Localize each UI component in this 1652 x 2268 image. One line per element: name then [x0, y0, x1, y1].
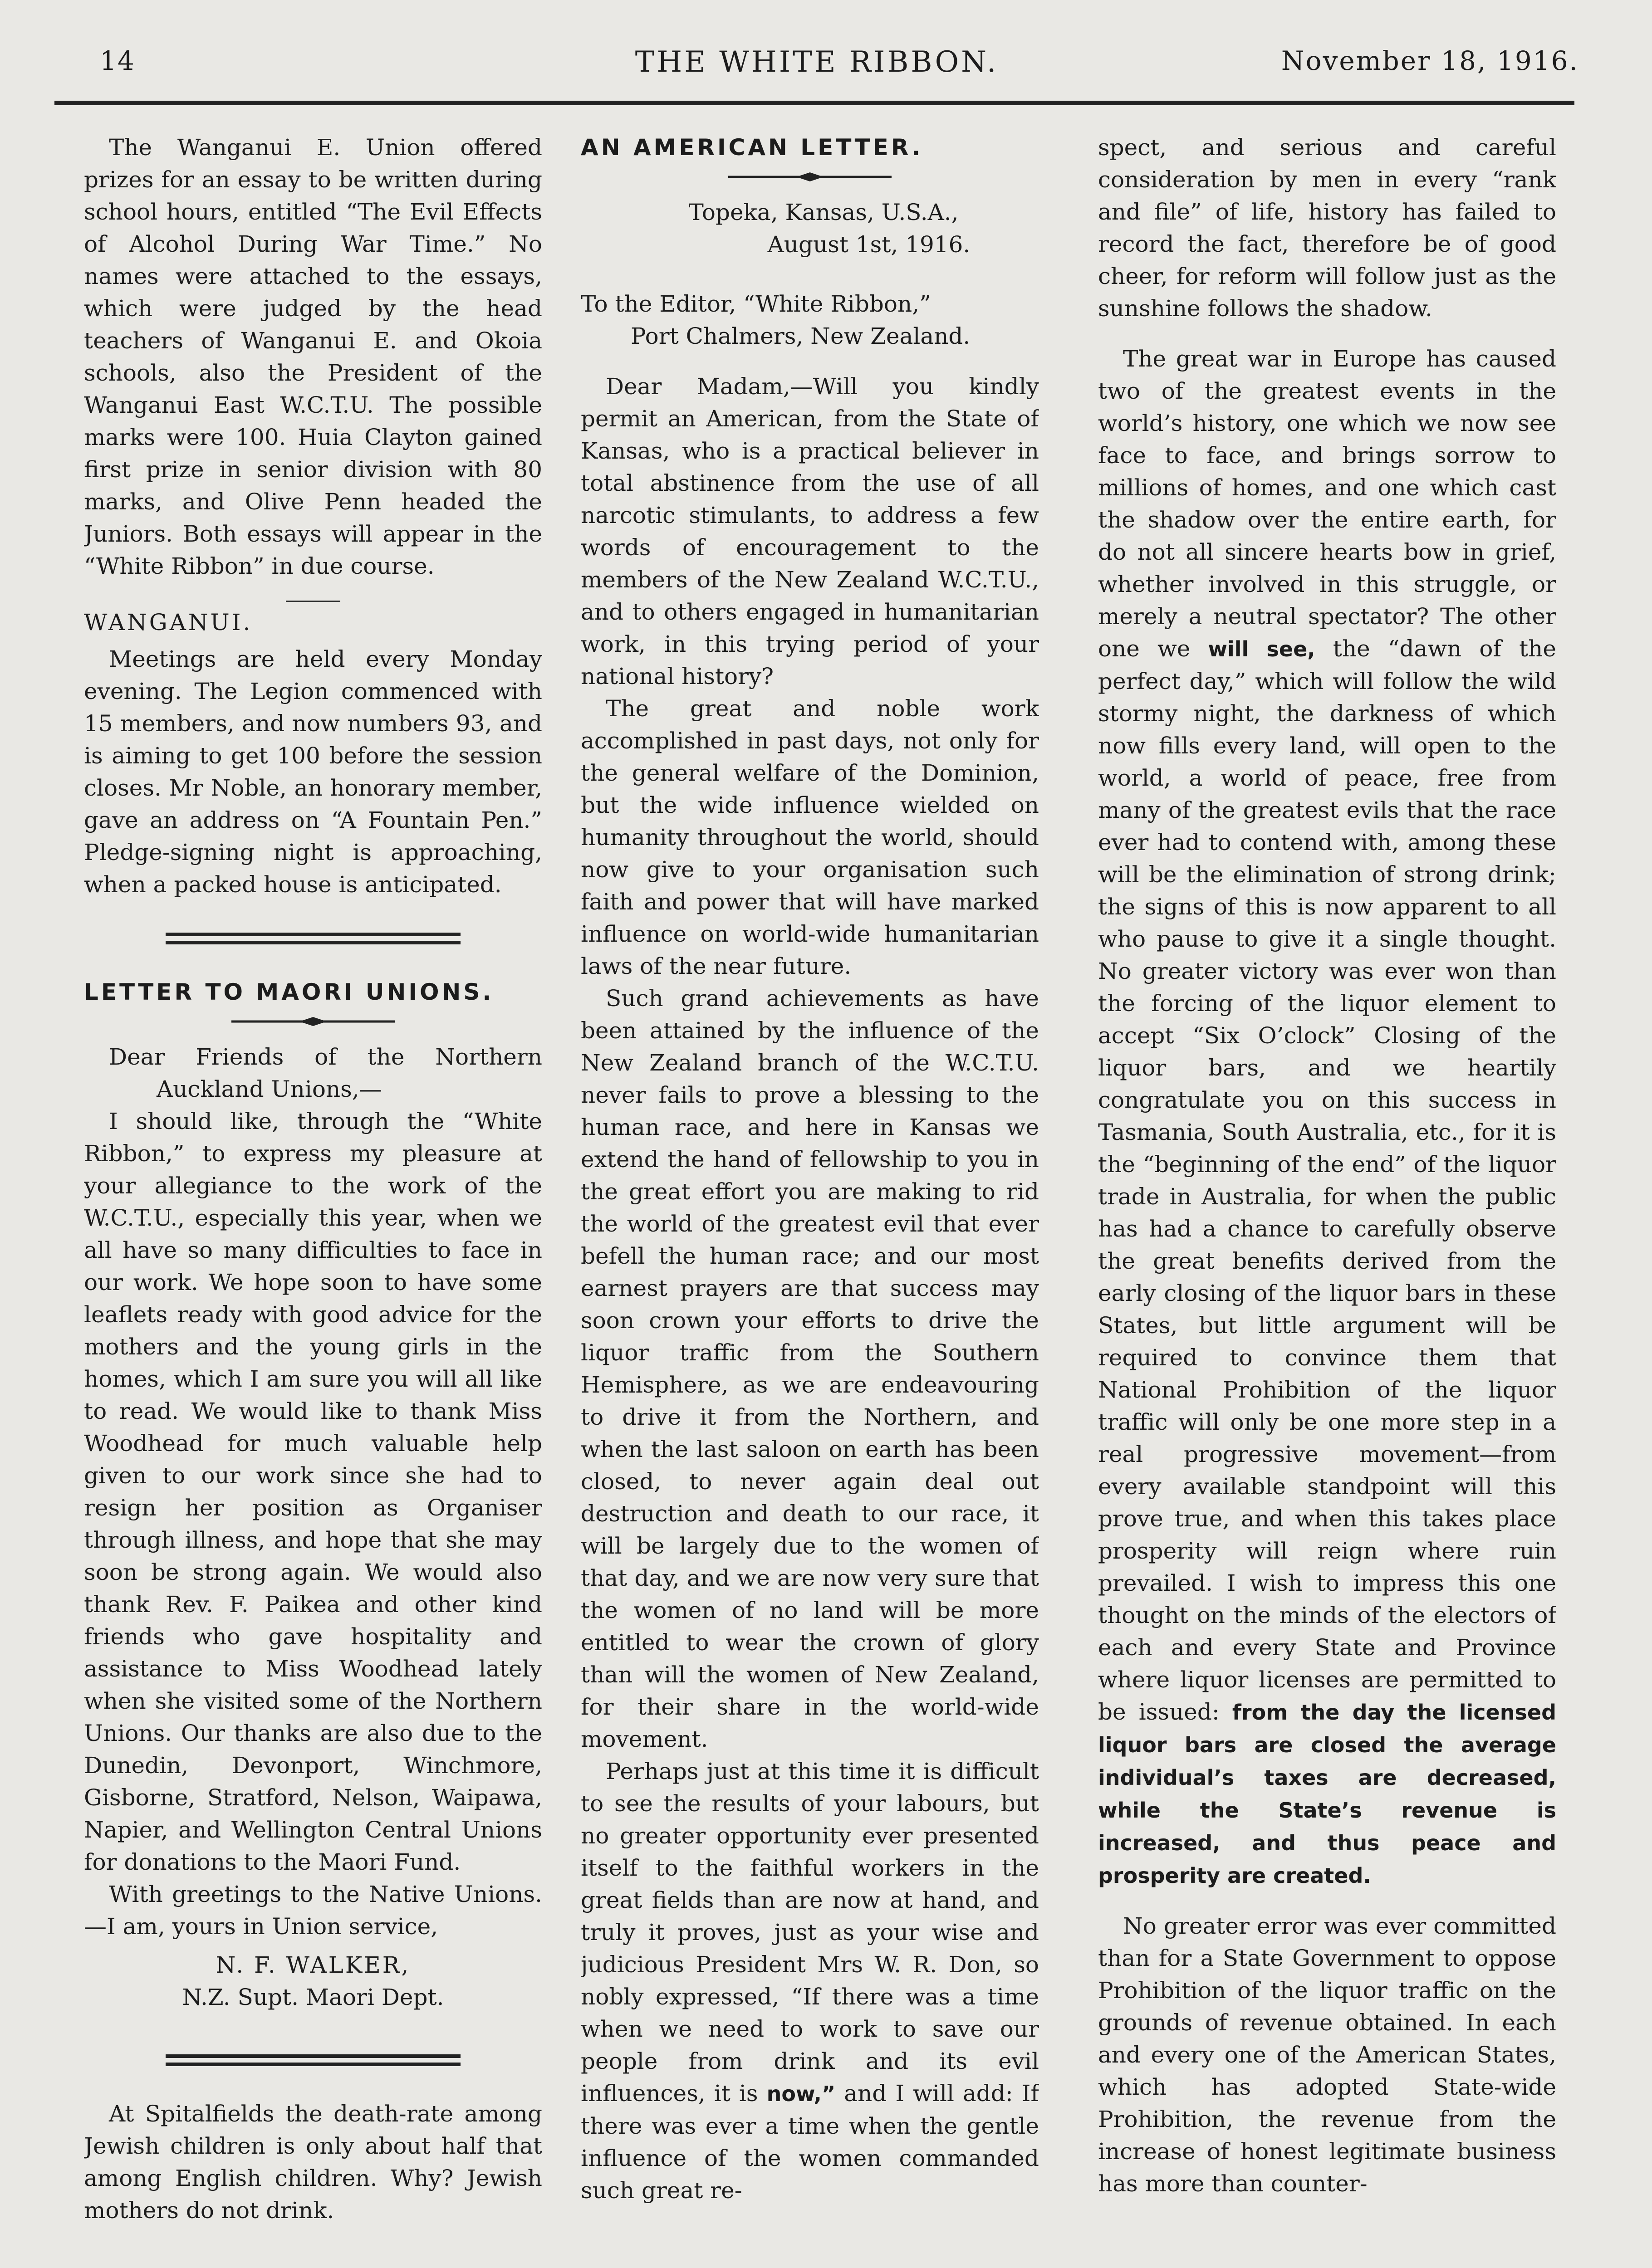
ornament-divider	[231, 1015, 395, 1028]
double-rule-divider	[166, 933, 461, 944]
header-rule	[54, 101, 1574, 105]
american-letter-continued-para-1: spect, and serious and careful consideration by men in every “rank and file” of life, history has failed to record the fact, therefore be of good cheer, for reform will follow just as the sunshine follows the shadow.	[1098, 134, 1556, 322]
double-rule-line	[166, 2063, 461, 2066]
wanganui-e-union-report: The Wanganui E. Union offered prizes for an essay to be written during school hours, entitled “The Evil Effects of Alcohol During War Time.” No names were attached to the essays, which were judged by the head teachers of Wanganui E. and Okoia schools, also the President of the Wanganui East W.C.T.U. The possible marks were 100. Huia Clayton gained first prize in senior division with 80 marks, and Olive Penn headed the Juniors. Both essays will appear in the “White Ribbon” in due course.	[84, 134, 542, 579]
section-divider	[286, 601, 340, 602]
american-letter-para-2: The great and noble work accomplished in past days, not only for the general welfare of the Dominion, but the wide influence wielded on humanity throughout the world, should now give to your organisation such faith and power that will have marked influence on world-wide humanitarian laws of the near future.	[581, 695, 1039, 979]
maori-letter-signature-title: N.Z. Supt. Maori Dept.	[182, 1984, 444, 2010]
dateline-date: August 1st, 1916.	[767, 231, 971, 258]
page-header	[54, 45, 1579, 95]
column-left	[84, 132, 542, 2241]
american-letter-para-4	[581, 1755, 1039, 2207]
para-4-start: Perhaps just at this time it is difficult to see the results of your labours, but no greater opportunity ever presented itself to the faithful workers in the great fields than are now at hand, and truly it proves, just as your wise and judicious President Mrs W. R. Don, so nobly expressed, “If there was a time when we need to work to save our people from drink and its evil influences, it is	[581, 1758, 1039, 2107]
maori-letter-heading: LETTER TO MAORI UNIONS.	[84, 979, 494, 1005]
american-letter-para-1: Dear Madam,—Will you kindly permit an American, from the State of Kansas, who is a practical believer in total abstinence from the use of all narcotic stimulants, to address a few words of encouragement to the members of the New Zealand W.C.T.U., and to others engaged in humanitarian work, in this trying period of your national history?	[581, 373, 1039, 689]
para-4-emphasis: now,”	[766, 2082, 836, 2106]
spitalfields-note: At Spitalfields the death-rate among Jewish children is only about half that among English children. Why? Jewish mothers do not drink.	[84, 2101, 542, 2224]
ornament-divider	[728, 170, 892, 184]
double-rule-line	[166, 941, 461, 944]
double-rule-line	[166, 933, 461, 936]
maori-letter-signature-name: N. F. WALKER,	[216, 1952, 411, 1978]
american-letter-para-3: Such grand achievements as have been attained by the influence of the New Zealand branch of the W.C.T.U. never fails to prove a blessing to the human race, and here in Kansas we extend the hand of fellowship to you in the great effort you are making to rid the world of the greatest evil that ever befell the human race; and our most earnest prayers are that success may soon crown your efforts to drive the liquor traffic from the Southern Hemisphere, as we are endeavouring to drive it from the Northern, and when the last saloon on earth has been closed, to never again deal out destruction and death to our race, it will be largely due to the women of that day, and we are now very sure that the women of no land will be more entitled to wear the crown of glory than will the women of New Zealand, for their share in the world-wide movement.	[581, 985, 1039, 1752]
american-letter-continued-para-3: No greater error was ever committed than for a State Government to oppose Prohibition of the liquor traffic on the grounds of revenue obtained. In each and every one of the American States, which has adopted State-wide Prohibition, the revenue from the increase of honest legitimate business has more than counter-	[1098, 1913, 1556, 2197]
issue-date: November 18, 1916.	[1281, 45, 1579, 76]
dateline-place: Topeka, Kansas, U.S.A.,	[688, 199, 959, 225]
para-2-emphasis: will see,	[1208, 637, 1315, 661]
wanganui-heading: WANGANUI.	[84, 609, 253, 635]
maori-letter-closing: With greetings to the Native Unions.—I am, yours in Union service,	[84, 1881, 542, 1940]
double-rule-divider	[166, 2054, 461, 2066]
column-middle	[581, 132, 1039, 2241]
double-rule-line	[166, 2054, 461, 2058]
paper-title: THE WHITE RIBBON.	[635, 45, 999, 79]
page-number: 14	[100, 45, 135, 76]
para-4-end: and I will add: If there was ever a time when the gentle influence of the women commanded such great re-	[581, 2080, 1039, 2204]
american-letter-heading: AN AMERICAN LETTER.	[581, 134, 923, 161]
para-2-middle: the “dawn of the perfect day,” which will follow the wild stormy night, the darkness of which now fills every land, will open to the world, a world of peace, free from many of the greatest evils that the race ever had to contend with, among these will be the elimination of strong drink; the signs of this is now apparent to all who pause to give it a single thought. No greater victory was ever won than the forcing of the liquor element to accept “Six O’clock” Closing of the liquor bars, and we heartily congratulate you on this success in Tasmania, South Australia, etc., for it is the “beginning of the end” of the liquor trade in Australia, for when the public has had a chance to carefully observe the great benefits derived from the early closing of the liquor bars in these States, but little argument will be required to convince them that National Prohibition of the liquor traffic will only be one more step in a real progressive movement—from every available standpoint will this prove true, and when this takes place prosperity will reign where ruin prevailed. I wish to impress this one thought on the minds of the electors of each and every State and Province where liquor licenses are permitted to be issued:	[1098, 635, 1556, 1725]
maori-letter-salutation: Dear Friends of the Northern Auckland Unions,—	[109, 1044, 542, 1102]
para-2-bold-conclusion: from the day the licensed liquor bars are closed the average individual’s taxes are decreased, while the State’s revenue is increased, and thus peace and prosperity are created.	[1098, 1700, 1556, 1888]
address-line-1: To the Editor, “White Ribbon,”	[581, 291, 931, 317]
wanganui-report: Meetings are held every Monday evening. The Legion commenced with 15 members, and now numbers 93, and is aiming to get 100 before the session closes. Mr Noble, an honorary member, gave an address on “A Fountain Pen.” Pledge-signing night is approaching, when a packed house is anticipated.	[84, 646, 542, 898]
american-letter-continued-para-2	[1098, 343, 1556, 1892]
para-2-start: The great war in Europe has caused two of the greatest events in the world’s history, one which we now see face to face, and brings sorrow to millions of homes, and one which cast the shadow over the entire earth, for do not all sincere hearts bow in grief, whether involved in this struggle, or merely a neutral spectator? The other one we	[1098, 346, 1556, 662]
address-line-2: Port Chalmers, New Zealand.	[631, 323, 971, 349]
maori-letter-body: I should like, through the “White Ribbon,” to express my pleasure at your allegiance to the work of the W.C.T.U., especially this year, when we all have so many difficulties to face in our work. We hope soon to have some leaflets ready with good advice for the mothers and the young girls in the homes, which I am sure you will all like to read. We would like to thank Miss Woodhead for much valuable help given to our work since she had to resign her position as Organiser through illness, and hope that she may soon be strong again. We would also thank Rev. F. Paikea and other kind friends who gave hospitality and assistance to Miss Woodhead lately when she visited some of the Northern Unions. Our thanks are also due to the Dunedin, Devonport, Winchmore, Gisborne, Stratford, Nelson, Waipawa, Napier, and Wellington Central Unions for donations to the Maori Fund.	[84, 1108, 542, 1875]
column-right	[1098, 132, 1556, 2241]
